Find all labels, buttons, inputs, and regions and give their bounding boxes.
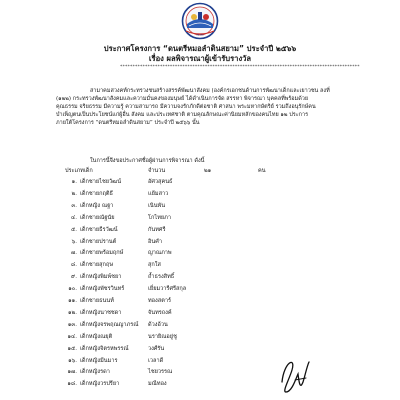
winner-first-name: เด็กชายสุกฤษ: [80, 262, 114, 269]
winner-last-name: มณีทอง: [148, 381, 167, 388]
winner-last-name: จันทรถงค์: [148, 309, 172, 316]
winner-first-name: เด็กหญิงมีนมาร: [80, 357, 118, 364]
paragraph-line-2: (๑๒๒) กระทรวงพัฒนาสังคมและความมั่นคงของมนุษย์ ได้ดำเนินการจัด สรรหา พิจารณา บุคคลที่พร้อมด้วย: [56, 96, 309, 102]
winner-number: ๑๘.: [67, 381, 77, 388]
count-label: จำนวน: [148, 168, 166, 174]
winner-last-name: สุกใส: [148, 262, 161, 269]
winner-number: ๑๓.: [67, 321, 77, 328]
paragraph-line-1: สามาคมสวงคท์กระทรวงชนสร้างสรรค์พัฒนาสังคม (องค์กรเอกชนด้านการพัฒนาเด็กและเยาวชน ลงที่: [90, 88, 330, 94]
document-subtitle: เรื่อง ผลพิจารณาผู้เข้ารับรางวัล: [148, 54, 252, 63]
title-separator: ************************************************************************************************: [120, 65, 360, 70]
winner-number: ๑๒.: [67, 309, 77, 316]
winner-number: ๑๔.: [67, 333, 77, 340]
winner-first-name: เด็กหญิงพัชรวินทร์: [80, 286, 125, 293]
winner-number: ๔.: [70, 214, 77, 221]
count-unit: คน: [258, 168, 266, 174]
winner-last-name: ญาณภาพ: [148, 250, 172, 257]
winner-number: ๑๖.: [68, 357, 77, 364]
svg-text:สมาคม: สมาคม: [196, 33, 204, 37]
winner-number: ๑๑.: [68, 298, 77, 304]
winner-last-name: เยี่ยมวารีศรีสกุล: [148, 286, 187, 293]
winner-last-name: อินคำ: [148, 238, 163, 245]
winner-first-name: เด็กชายธนนท์: [80, 298, 114, 304]
winner-first-name: เด็กชายณัฐนัย: [80, 214, 115, 221]
winner-number: ๑๕.: [67, 345, 77, 352]
winner-first-name: เด็กชายปรานต์: [80, 238, 117, 245]
winner-number: ๗.: [71, 250, 77, 257]
winner-last-name: ด้วงอ้วน: [148, 321, 168, 328]
winner-number: ๑๗.: [67, 369, 77, 376]
winner-first-name: เด็กหญิงณยุติ: [80, 333, 113, 340]
winner-first-name: เด็กชายธีรวัฒน์: [80, 226, 118, 233]
paragraph-line-5: ภายใต้โครงการ “ดนตรีหมอลำดินสยาม” ประจำปี ๒๕๖๖ นั้น: [56, 120, 200, 126]
winner-last-name: กันทศรี: [148, 226, 166, 233]
winner-first-name: เด็กหญิงวรปรียา: [80, 381, 120, 388]
winner-first-name: เด็กชายไชยวัฒน์: [80, 179, 122, 185]
winner-number: ๑.: [71, 179, 77, 185]
winner-first-name: เด็กชายพร้อมฤกษ์: [80, 250, 124, 257]
winner-first-name: เด็กชายกฤติธี: [80, 190, 113, 197]
winner-number: ๘.: [70, 262, 77, 269]
winner-first-name: เด็กหญิงนาซชดา: [80, 309, 122, 316]
document-title: ประกาศโครงการ “ดนตรีหมอลำดินสยาม” ประจำปี ๒๕๖๖: [103, 44, 297, 53]
winner-last-name: ถ้ำธรงสิทธิ์: [148, 274, 175, 281]
paragraph-line-3: คุณธรรม จริยธรรม มีความรู้ ความสามารถ มีความจงรักภักดีต่อชาติ ศาสนา พระมหากษัตริย์ รวมถึงอนุรักษ์คน: [56, 104, 316, 110]
organization-logo: [180, 2, 220, 40]
winner-last-name: นรายิณอยู่ชู: [148, 333, 177, 340]
winner-last-name: โกไทยภา: [148, 214, 171, 221]
winner-last-name: เวลาดี: [148, 357, 164, 364]
winner-number: ๓.: [71, 202, 77, 209]
winner-last-name: วงศ์รัน: [148, 345, 165, 352]
winner-last-name: ทองสตาร์: [148, 298, 171, 304]
winner-first-name: เด็กหญิงรดา: [80, 369, 110, 376]
handwritten-signature: [276, 352, 316, 398]
category-label: ประเภทเด็ก: [65, 168, 93, 174]
winner-first-name: เด็กหญิงจรพฤณญาภรณ์: [80, 321, 139, 328]
winner-first-name: เด็กหญิง ณฐา: [80, 202, 114, 209]
winner-number: ๖.: [71, 238, 77, 245]
winner-number: ๕.: [70, 226, 77, 233]
winner-last-name: ไชยวรรณ: [148, 369, 173, 376]
winner-number: ๑๐.: [68, 286, 77, 293]
winner-last-name: อัศวสุคนธ์: [148, 179, 173, 185]
winner-last-name: แย้มสาว: [148, 190, 169, 197]
paragraph-line-4: บำเพ็ญตนเป็นประโยชน์แก่ผู้อื่น สังคม และประเทศชาติ ตามคุณลักษณะค่านิยมหลักของคนไทย ๑๒ ประการ: [56, 112, 309, 118]
winner-number: ๒.: [71, 190, 77, 197]
winner-first-name: เด็กหญิงพิมพ์ชยา: [80, 274, 122, 281]
count-value: ๒๑: [204, 168, 212, 174]
announcement-text: ในการนี้จึงขอประกาศชื่อผู้ผ่านการพิจารณา ดังนี้: [90, 158, 205, 164]
winner-last-name: เนินพัน: [148, 202, 166, 209]
winner-number: ๙.: [71, 274, 77, 281]
winner-first-name: เด็กหญิงจิตรหพรรณ์: [80, 345, 129, 352]
